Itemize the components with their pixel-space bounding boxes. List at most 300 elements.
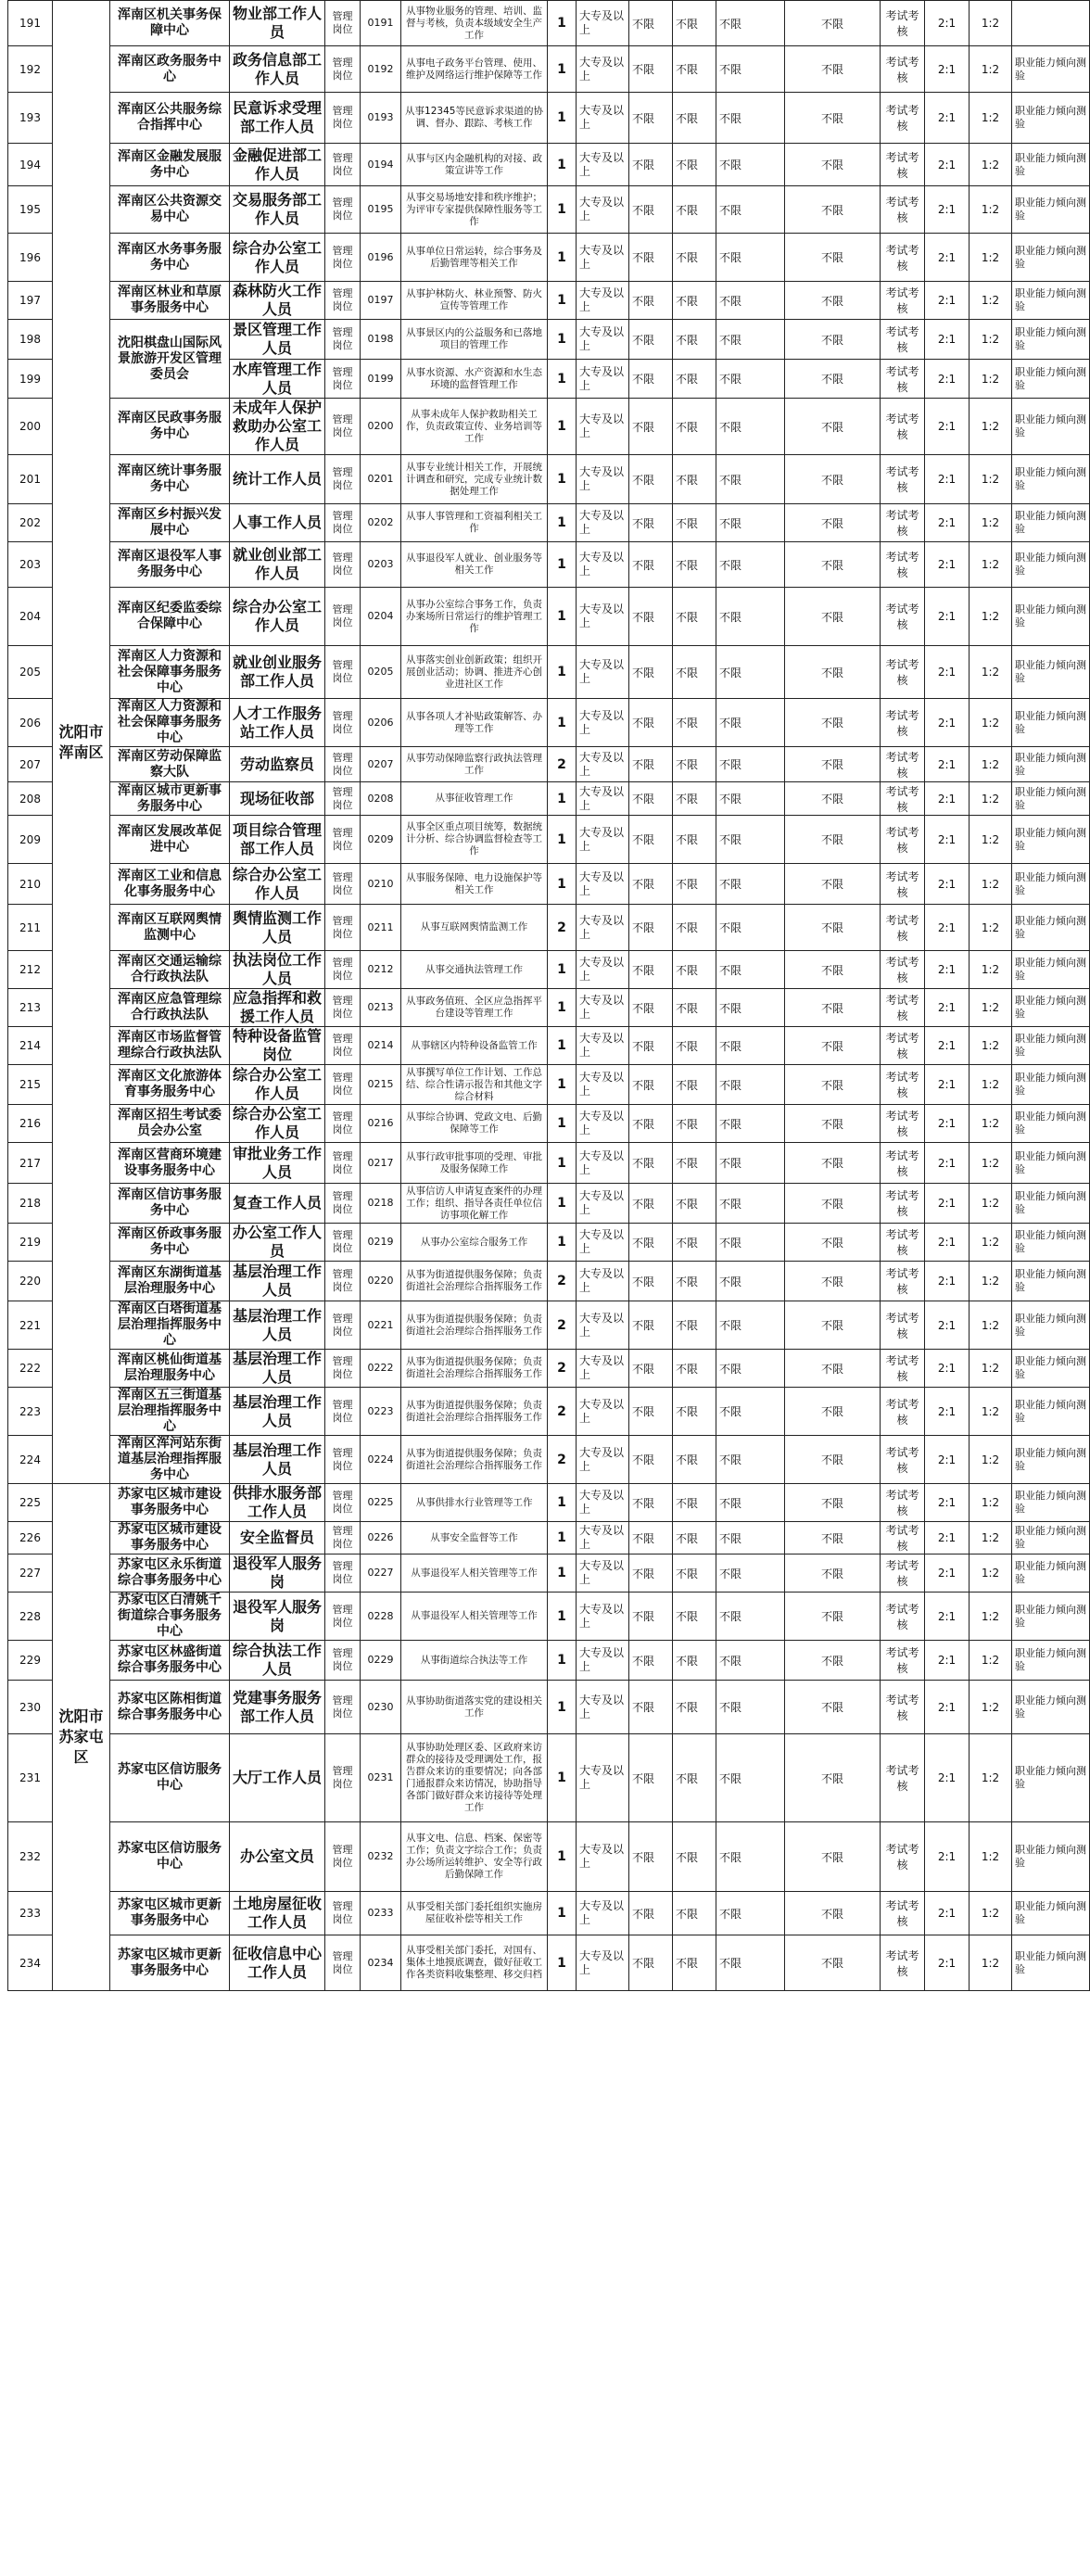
exam-subject-cell: 职业能力倾向测验 [1012, 144, 1090, 186]
exam-method-cell: 考试考核 [881, 1734, 925, 1822]
position-name-cell: 综合办公室工作人员 [230, 588, 325, 646]
other-requirement-cell-a: 不限 [716, 144, 785, 186]
position-name-cell: 交易服务部工作人员 [230, 186, 325, 234]
row-number-cell: 195 [8, 186, 53, 234]
job-description-cell: 从事12345等民意诉求渠道的协调、督办、跟踪、考核工作 [401, 93, 548, 144]
exam-subject-cell: 职业能力倾向测验 [1012, 1935, 1090, 1991]
position-name-cell: 项目综合管理部工作人员 [230, 816, 325, 864]
major-requirement-cell: 不限 [673, 1436, 716, 1484]
other-requirement-cell-a: 不限 [716, 1436, 785, 1484]
degree-requirement-cell: 不限 [629, 989, 673, 1027]
degree-requirement-cell: 不限 [629, 1224, 673, 1262]
degree-requirement-cell: 不限 [629, 1, 673, 46]
table-row [8, 1388, 1090, 1436]
ratio-cell-a: 2:1 [925, 1935, 970, 1991]
table-row [8, 699, 1090, 747]
exam-method-cell: 考试考核 [881, 1522, 925, 1554]
headcount-cell: 1 [548, 542, 577, 588]
ratio-cell-b: 1:2 [970, 1350, 1012, 1388]
ratio-cell-b: 1:2 [970, 1436, 1012, 1484]
major-requirement-cell: 不限 [673, 1262, 716, 1301]
degree-requirement-cell: 不限 [629, 1593, 673, 1641]
position-type-cell: 管理岗位 [325, 1224, 361, 1262]
other-requirement-cell-b: 不限 [785, 1, 881, 46]
row-number-cell: 204 [8, 588, 53, 646]
unit-name-cell: 浑南区纪委监委综合保障中心 [110, 588, 230, 646]
other-requirement-cell-b: 不限 [785, 542, 881, 588]
job-description-cell: 从事为街道提供服务保障；负责街道社会治理综合指挥服务工作 [401, 1350, 548, 1388]
unit-name-cell: 浑南区东湖街道基层治理服务中心 [110, 1262, 230, 1301]
major-requirement-cell: 不限 [673, 646, 716, 699]
degree-requirement-cell: 不限 [629, 46, 673, 93]
row-number-cell: 222 [8, 1350, 53, 1388]
exam-method-cell: 考试考核 [881, 699, 925, 747]
row-number-cell: 203 [8, 542, 53, 588]
position-code-cell: 0199 [361, 360, 401, 399]
ratio-cell-b: 1:2 [970, 905, 1012, 951]
table-row [8, 1436, 1090, 1484]
ratio-cell-b: 1:2 [970, 1301, 1012, 1350]
other-requirement-cell-b: 不限 [785, 1681, 881, 1734]
position-name-cell: 土地房屋征收工作人员 [230, 1892, 325, 1935]
exam-method-cell: 考试考核 [881, 1301, 925, 1350]
job-description-cell: 从事服务保障、电力设施保护等相关工作 [401, 864, 548, 905]
unit-name-cell: 浑南区统计事务服务中心 [110, 455, 230, 504]
ratio-cell-b: 1:2 [970, 1143, 1012, 1184]
row-number-cell: 220 [8, 1262, 53, 1301]
exam-method-cell: 考试考核 [881, 782, 925, 816]
other-requirement-cell-b: 不限 [785, 282, 881, 320]
other-requirement-cell-a: 不限 [716, 320, 785, 360]
degree-requirement-cell: 不限 [629, 1522, 673, 1554]
other-requirement-cell-a: 不限 [716, 399, 785, 455]
ratio-cell-b: 1:2 [970, 360, 1012, 399]
major-requirement-cell: 不限 [673, 542, 716, 588]
unit-name-cell: 浑南区浑河站东街道基层治理指挥服务中心 [110, 1436, 230, 1484]
exam-subject-cell: 职业能力倾向测验 [1012, 1822, 1090, 1892]
unit-name-cell: 浑南区公共服务综合指挥中心 [110, 93, 230, 144]
ratio-cell-a: 2:1 [925, 1593, 970, 1641]
ratio-cell-b: 1:2 [970, 455, 1012, 504]
other-requirement-cell-a: 不限 [716, 1593, 785, 1641]
other-requirement-cell-a: 不限 [716, 1301, 785, 1350]
other-requirement-cell-b: 不限 [785, 1105, 881, 1143]
position-type-cell: 管理岗位 [325, 1436, 361, 1484]
position-name-cell: 供排水服务部工作人员 [230, 1484, 325, 1522]
exam-subject-cell: 职业能力倾向测验 [1012, 1301, 1090, 1350]
position-code-cell: 0225 [361, 1484, 401, 1522]
ratio-cell-a: 2:1 [925, 1522, 970, 1554]
degree-requirement-cell: 不限 [629, 320, 673, 360]
row-number-cell: 231 [8, 1734, 53, 1822]
position-name-cell: 政务信息部工作人员 [230, 46, 325, 93]
ratio-cell-b: 1:2 [970, 1262, 1012, 1301]
table-row [8, 1262, 1090, 1301]
position-code-cell: 0230 [361, 1681, 401, 1734]
position-code-cell: 0211 [361, 905, 401, 951]
ratio-cell-a: 2:1 [925, 1892, 970, 1935]
row-number-cell: 205 [8, 646, 53, 699]
other-requirement-cell-b: 不限 [785, 1484, 881, 1522]
other-requirement-cell-b: 不限 [785, 1027, 881, 1065]
position-name-cell: 就业创业部工作人员 [230, 542, 325, 588]
table-row [8, 1143, 1090, 1184]
other-requirement-cell-a: 不限 [716, 1350, 785, 1388]
exam-method-cell: 考试考核 [881, 1350, 925, 1388]
other-requirement-cell-a: 不限 [716, 1105, 785, 1143]
ratio-cell-b: 1:2 [970, 144, 1012, 186]
exam-method-cell: 考试考核 [881, 1892, 925, 1935]
job-description-cell: 从事撰写单位工作计划、工作总结、综合性请示报告和其他文字综合材料 [401, 1065, 548, 1105]
degree-requirement-cell: 不限 [629, 1065, 673, 1105]
education-cell: 大专及以上 [577, 588, 629, 646]
other-requirement-cell-a: 不限 [716, 360, 785, 399]
other-requirement-cell-b: 不限 [785, 989, 881, 1027]
position-name-cell: 综合办公室工作人员 [230, 1065, 325, 1105]
major-requirement-cell: 不限 [673, 1105, 716, 1143]
headcount-cell: 2 [548, 905, 577, 951]
exam-subject-cell: 职业能力倾向测验 [1012, 1065, 1090, 1105]
position-type-cell: 管理岗位 [325, 1522, 361, 1554]
exam-subject-cell: 职业能力倾向测验 [1012, 782, 1090, 816]
headcount-cell: 1 [548, 1027, 577, 1065]
row-number-cell: 216 [8, 1105, 53, 1143]
job-description-cell: 从事安全监督等工作 [401, 1522, 548, 1554]
exam-subject-cell: 职业能力倾向测验 [1012, 455, 1090, 504]
job-description-cell: 从事辖区内特种设备监管工作 [401, 1027, 548, 1065]
row-number-cell: 217 [8, 1143, 53, 1184]
table-row [8, 1184, 1090, 1224]
job-description-cell: 从事信访人申请复查案件的办理工作；组织、指导各责任单位信访事项化解工作 [401, 1184, 548, 1224]
exam-subject-cell: 职业能力倾向测验 [1012, 1734, 1090, 1822]
education-cell: 大专及以上 [577, 1350, 629, 1388]
other-requirement-cell-a: 不限 [716, 1892, 785, 1935]
education-cell: 大专及以上 [577, 455, 629, 504]
exam-subject-cell: 职业能力倾向测验 [1012, 282, 1090, 320]
exam-method-cell: 考试考核 [881, 46, 925, 93]
position-code-cell: 0210 [361, 864, 401, 905]
table-row [8, 1822, 1090, 1892]
major-requirement-cell: 不限 [673, 1734, 716, 1822]
position-name-cell: 退役军人服务岗 [230, 1554, 325, 1593]
table-row [8, 542, 1090, 588]
ratio-cell-b: 1:2 [970, 1184, 1012, 1224]
position-type-cell: 管理岗位 [325, 864, 361, 905]
other-requirement-cell-b: 不限 [785, 1554, 881, 1593]
district-group-cell: 沈阳市 浑南区 [53, 1, 110, 1484]
major-requirement-cell: 不限 [673, 399, 716, 455]
ratio-cell-a: 2:1 [925, 1554, 970, 1593]
row-number-cell: 233 [8, 1892, 53, 1935]
degree-requirement-cell: 不限 [629, 782, 673, 816]
other-requirement-cell-b: 不限 [785, 1892, 881, 1935]
exam-subject-cell: 职业能力倾向测验 [1012, 399, 1090, 455]
headcount-cell: 1 [548, 282, 577, 320]
headcount-cell: 2 [548, 1301, 577, 1350]
job-description-cell: 从事与区内金融机构的对接、政策宣讲等工作 [401, 144, 548, 186]
ratio-cell-a: 2:1 [925, 1436, 970, 1484]
other-requirement-cell-a: 不限 [716, 1184, 785, 1224]
job-description-cell: 从事受相关部门委托，对国有、集体土地摸底调查，做好征收工作各类资料收集整理、移交归档 [401, 1935, 548, 1991]
headcount-cell: 1 [548, 455, 577, 504]
education-cell: 大专及以上 [577, 1301, 629, 1350]
ratio-cell-a: 2:1 [925, 1484, 970, 1522]
headcount-cell: 1 [548, 1935, 577, 1991]
other-requirement-cell-a: 不限 [716, 816, 785, 864]
ratio-cell-b: 1:2 [970, 1484, 1012, 1522]
education-cell: 大专及以上 [577, 1143, 629, 1184]
position-name-cell: 未成年人保护救助办公室工作人员 [230, 399, 325, 455]
ratio-cell-a: 2:1 [925, 504, 970, 542]
degree-requirement-cell: 不限 [629, 542, 673, 588]
exam-method-cell: 考试考核 [881, 1027, 925, 1065]
ratio-cell-a: 2:1 [925, 1065, 970, 1105]
ratio-cell-a: 2:1 [925, 1822, 970, 1892]
exam-method-cell: 考试考核 [881, 1224, 925, 1262]
headcount-cell: 1 [548, 234, 577, 282]
other-requirement-cell-a: 不限 [716, 989, 785, 1027]
major-requirement-cell: 不限 [673, 1388, 716, 1436]
exam-subject-cell: 职业能力倾向测验 [1012, 747, 1090, 782]
major-requirement-cell: 不限 [673, 1554, 716, 1593]
ratio-cell-b: 1:2 [970, 1593, 1012, 1641]
unit-name-cell: 浑南区机关事务保障中心 [110, 1, 230, 46]
ratio-cell-b: 1:2 [970, 646, 1012, 699]
row-number-cell: 224 [8, 1436, 53, 1484]
headcount-cell: 1 [548, 699, 577, 747]
row-number-cell: 218 [8, 1184, 53, 1224]
exam-subject-cell: 职业能力倾向测验 [1012, 186, 1090, 234]
unit-name-cell: 浑南区市场监督管理综合行政执法队 [110, 1027, 230, 1065]
table-row [8, 1935, 1090, 1991]
table-row [8, 320, 1090, 360]
exam-method-cell: 考试考核 [881, 1184, 925, 1224]
major-requirement-cell: 不限 [673, 360, 716, 399]
job-description-cell: 从事交通执法管理工作 [401, 951, 548, 989]
table-row [8, 951, 1090, 989]
ratio-cell-a: 2:1 [925, 1301, 970, 1350]
education-cell: 大专及以上 [577, 1484, 629, 1522]
degree-requirement-cell: 不限 [629, 144, 673, 186]
major-requirement-cell: 不限 [673, 1027, 716, 1065]
degree-requirement-cell: 不限 [629, 360, 673, 399]
major-requirement-cell: 不限 [673, 905, 716, 951]
unit-name-cell: 苏家屯区城市建设事务服务中心 [110, 1484, 230, 1522]
exam-method-cell: 考试考核 [881, 360, 925, 399]
job-description-cell: 从事为街道提供服务保障；负责街道社会治理综合指挥服务工作 [401, 1388, 548, 1436]
position-code-cell: 0192 [361, 46, 401, 93]
ratio-cell-b: 1:2 [970, 399, 1012, 455]
unit-name-cell: 浑南区互联网舆情监测中心 [110, 905, 230, 951]
ratio-cell-b: 1:2 [970, 1681, 1012, 1734]
position-code-cell: 0226 [361, 1522, 401, 1554]
position-code-cell: 0216 [361, 1105, 401, 1143]
position-name-cell: 金融促进部工作人员 [230, 144, 325, 186]
exam-subject-cell: 职业能力倾向测验 [1012, 864, 1090, 905]
position-name-cell: 安全监督员 [230, 1522, 325, 1554]
table-row [8, 1522, 1090, 1554]
education-cell: 大专及以上 [577, 1436, 629, 1484]
degree-requirement-cell: 不限 [629, 1935, 673, 1991]
degree-requirement-cell: 不限 [629, 455, 673, 504]
education-cell: 大专及以上 [577, 1, 629, 46]
table-row [8, 1027, 1090, 1065]
ratio-cell-a: 2:1 [925, 864, 970, 905]
exam-subject-cell: 职业能力倾向测验 [1012, 1436, 1090, 1484]
other-requirement-cell-a: 不限 [716, 588, 785, 646]
major-requirement-cell: 不限 [673, 93, 716, 144]
ratio-cell-b: 1:2 [970, 1935, 1012, 1991]
exam-method-cell: 考试考核 [881, 989, 925, 1027]
education-cell: 大专及以上 [577, 905, 629, 951]
position-name-cell: 基层治理工作人员 [230, 1350, 325, 1388]
exam-method-cell: 考试考核 [881, 399, 925, 455]
job-description-cell: 从事征收管理工作 [401, 782, 548, 816]
table-row [8, 1224, 1090, 1262]
exam-subject-cell: 职业能力倾向测验 [1012, 1262, 1090, 1301]
unit-name-cell: 苏家屯区林盛街道综合事务服务中心 [110, 1641, 230, 1681]
position-type-cell: 管理岗位 [325, 747, 361, 782]
exam-method-cell: 考试考核 [881, 455, 925, 504]
ratio-cell-a: 2:1 [925, 282, 970, 320]
major-requirement-cell: 不限 [673, 1522, 716, 1554]
other-requirement-cell-a: 不限 [716, 1143, 785, 1184]
major-requirement-cell: 不限 [673, 588, 716, 646]
position-type-cell: 管理岗位 [325, 399, 361, 455]
table-row [8, 455, 1090, 504]
ratio-cell-b: 1:2 [970, 864, 1012, 905]
position-code-cell: 0207 [361, 747, 401, 782]
position-code-cell: 0229 [361, 1641, 401, 1681]
exam-method-cell: 考试考核 [881, 1554, 925, 1593]
position-name-cell: 民意诉求受理部工作人员 [230, 93, 325, 144]
major-requirement-cell: 不限 [673, 747, 716, 782]
table-row [8, 1105, 1090, 1143]
row-number-cell: 215 [8, 1065, 53, 1105]
education-cell: 大专及以上 [577, 1262, 629, 1301]
position-name-cell: 基层治理工作人员 [230, 1388, 325, 1436]
degree-requirement-cell: 不限 [629, 1436, 673, 1484]
exam-subject-cell: 职业能力倾向测验 [1012, 1484, 1090, 1522]
position-name-cell: 森林防火工作人员 [230, 282, 325, 320]
major-requirement-cell: 不限 [673, 1822, 716, 1892]
major-requirement-cell: 不限 [673, 1143, 716, 1184]
position-code-cell: 0200 [361, 399, 401, 455]
row-number-cell: 211 [8, 905, 53, 951]
ratio-cell-a: 2:1 [925, 1641, 970, 1681]
recruitment-table [7, 0, 1090, 1991]
table-row [8, 1734, 1090, 1822]
major-requirement-cell: 不限 [673, 504, 716, 542]
exam-method-cell: 考试考核 [881, 1484, 925, 1522]
headcount-cell: 1 [548, 951, 577, 989]
other-requirement-cell-a: 不限 [716, 1822, 785, 1892]
exam-method-cell: 考试考核 [881, 1105, 925, 1143]
major-requirement-cell: 不限 [673, 282, 716, 320]
major-requirement-cell: 不限 [673, 989, 716, 1027]
row-number-cell: 225 [8, 1484, 53, 1522]
exam-method-cell: 考试考核 [881, 542, 925, 588]
job-description-cell: 从事为街道提供服务保障；负责街道社会治理综合指挥服务工作 [401, 1436, 548, 1484]
unit-name-cell: 浑南区文化旅游体育事务服务中心 [110, 1065, 230, 1105]
job-description-cell: 从事单位日常运转，综合事务及后勤管理等相关工作 [401, 234, 548, 282]
ratio-cell-b: 1:2 [970, 1, 1012, 46]
other-requirement-cell-a: 不限 [716, 699, 785, 747]
exam-method-cell: 考试考核 [881, 951, 925, 989]
education-cell: 大专及以上 [577, 1554, 629, 1593]
position-code-cell: 0219 [361, 1224, 401, 1262]
position-type-cell: 管理岗位 [325, 455, 361, 504]
unit-name-cell: 浑南区工业和信息化事务服务中心 [110, 864, 230, 905]
other-requirement-cell-a: 不限 [716, 905, 785, 951]
job-description-cell: 从事物业服务的管理、培训、监督与考核，负责本级域安全生产工作 [401, 1, 548, 46]
headcount-cell: 1 [548, 320, 577, 360]
row-number-cell: 227 [8, 1554, 53, 1593]
position-type-cell: 管理岗位 [325, 504, 361, 542]
position-type-cell: 管理岗位 [325, 144, 361, 186]
unit-name-cell: 浑南区五三街道基层治理指挥服务中心 [110, 1388, 230, 1436]
position-name-cell: 应急指挥和救援工作人员 [230, 989, 325, 1027]
education-cell: 大专及以上 [577, 1641, 629, 1681]
job-description-cell: 从事水资源、水产资源和水生态环境的监督管理工作 [401, 360, 548, 399]
education-cell: 大专及以上 [577, 1184, 629, 1224]
exam-subject-cell: 职业能力倾向测验 [1012, 699, 1090, 747]
other-requirement-cell-b: 不限 [785, 816, 881, 864]
position-code-cell: 0198 [361, 320, 401, 360]
headcount-cell: 1 [548, 1681, 577, 1734]
other-requirement-cell-b: 不限 [785, 1143, 881, 1184]
major-requirement-cell: 不限 [673, 1681, 716, 1734]
major-requirement-cell: 不限 [673, 951, 716, 989]
table-row [8, 1554, 1090, 1593]
degree-requirement-cell: 不限 [629, 699, 673, 747]
degree-requirement-cell: 不限 [629, 646, 673, 699]
position-code-cell: 0222 [361, 1350, 401, 1388]
degree-requirement-cell: 不限 [629, 588, 673, 646]
exam-subject-cell: 职业能力倾向测验 [1012, 1641, 1090, 1681]
degree-requirement-cell: 不限 [629, 1641, 673, 1681]
unit-name-cell: 浑南区应急管理综合行政执法队 [110, 989, 230, 1027]
other-requirement-cell-a: 不限 [716, 782, 785, 816]
job-description-cell: 从事电子政务平台管理、使用、维护及网络运行维护保障等工作 [401, 46, 548, 93]
row-number-cell: 230 [8, 1681, 53, 1734]
row-number-cell: 192 [8, 46, 53, 93]
headcount-cell: 1 [548, 1734, 577, 1822]
headcount-cell: 1 [548, 144, 577, 186]
exam-method-cell: 考试考核 [881, 747, 925, 782]
ratio-cell-a: 2:1 [925, 234, 970, 282]
position-type-cell: 管理岗位 [325, 542, 361, 588]
job-description-cell: 从事人事管理和工资福利相关工作 [401, 504, 548, 542]
position-type-cell: 管理岗位 [325, 1184, 361, 1224]
degree-requirement-cell: 不限 [629, 1105, 673, 1143]
other-requirement-cell-b: 不限 [785, 1593, 881, 1641]
job-description-cell: 从事办公室综合服务工作 [401, 1224, 548, 1262]
major-requirement-cell: 不限 [673, 1935, 716, 1991]
table-row [8, 1065, 1090, 1105]
ratio-cell-a: 2:1 [925, 1734, 970, 1822]
exam-subject-cell: 职业能力倾向测验 [1012, 1892, 1090, 1935]
other-requirement-cell-b: 不限 [785, 699, 881, 747]
row-number-cell: 191 [8, 1, 53, 46]
headcount-cell: 1 [548, 1641, 577, 1681]
position-type-cell: 管理岗位 [325, 1554, 361, 1593]
row-number-cell: 219 [8, 1224, 53, 1262]
ratio-cell-b: 1:2 [970, 1641, 1012, 1681]
position-code-cell: 0196 [361, 234, 401, 282]
headcount-cell: 1 [548, 1224, 577, 1262]
position-type-cell: 管理岗位 [325, 1065, 361, 1105]
